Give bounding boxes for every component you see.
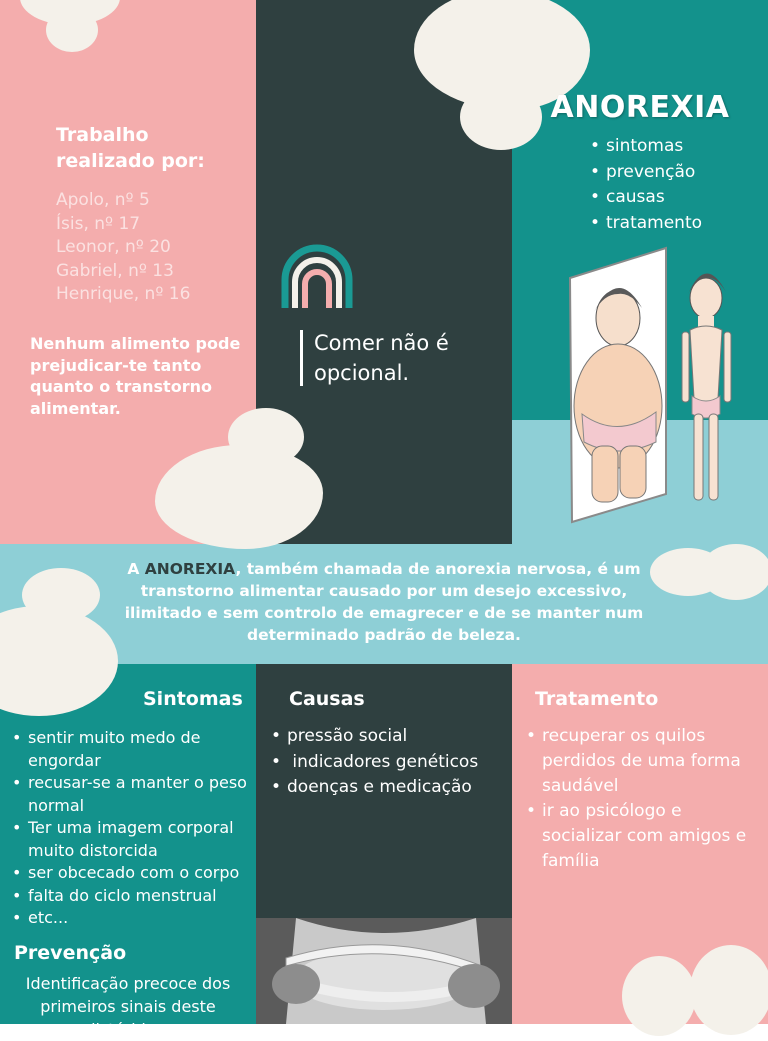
definition-text [100,558,668,646]
sintomas-heading: Sintomas [143,688,243,710]
sintoma-item: • sentir muito medo de engordar [12,727,254,772]
topics-list [590,134,702,236]
topic-item: • sintomas [590,134,702,160]
causas-list [271,724,507,801]
credit-name: Leonor, nº 20 [56,237,171,257]
page-title: ANOREXIA [550,90,730,125]
credits-list [56,189,246,307]
causa-item: • indicadores genéticos [271,750,507,776]
sintoma-item: • recusar-se a manter o peso normal [12,772,254,817]
prevencao-text: Identificação precoce dos primeiros sinais deste distúrbio... [25,974,231,1039]
definition-prefix: A [127,560,140,578]
credit-name: Henrique, nº 16 [56,284,191,304]
credit-name: Ísis, nº 17 [56,213,141,234]
credit-name: Gabriel, nº 13 [56,260,174,281]
tratamento-item: • recuperar os quilos perdidos de uma forma saudável [526,724,756,799]
blob-top-left-2 [46,8,98,52]
credit-name: Apolo, nº 5 [56,190,150,210]
prevencao-heading: Prevenção [14,942,127,964]
center-quote: Comer não é opcional. [314,331,449,385]
tratamento-heading: Tratamento [535,688,659,710]
mirror-illustration [558,246,748,528]
sintoma-item: • Ter uma imagem corporal muito distorcida [12,817,254,862]
sintoma-item: • falta do ciclo menstrual [12,885,254,908]
tratamento-list [526,724,756,874]
topic-item: • tratamento [590,211,702,237]
rainbow-icon [281,244,353,310]
blob-bottom-right [622,956,696,1036]
measuring-tape-photo [256,918,512,1024]
definition-body: , também chamada de anorexia nervosa, é um transtorno alimentar causado por um desejo excessivo, ilimitado e sem controlo de emagrecer e de se manter num determinado padrão de beleza. [124,560,644,644]
left-quote: Nenhum alimento pode prejudicar-te tanto quanto o transtorno alimentar. [30,334,241,418]
definition-keyword: ANOREXIA [144,560,236,578]
blob-mid-left [155,445,323,549]
blob-bottom-right-2 [690,945,768,1035]
sintoma-item: • ser obcecado com o corpo [12,862,254,885]
causa-item: • pressão social [271,724,507,750]
sintoma-item: • etc... [12,907,254,930]
causas-heading: Causas [289,688,365,710]
center-quote-bar [300,330,303,386]
causa-item: • doenças e medicação [271,775,507,801]
topic-item: • causas [590,185,702,211]
sintomas-list [12,727,254,930]
topic-item: • prevenção [590,160,702,186]
credits-heading: Trabalho realizado por: [56,124,205,172]
tratamento-item: • ir ao psicólogo e socializar com amigos e família [526,799,756,874]
blob-band-right-2 [700,544,768,600]
